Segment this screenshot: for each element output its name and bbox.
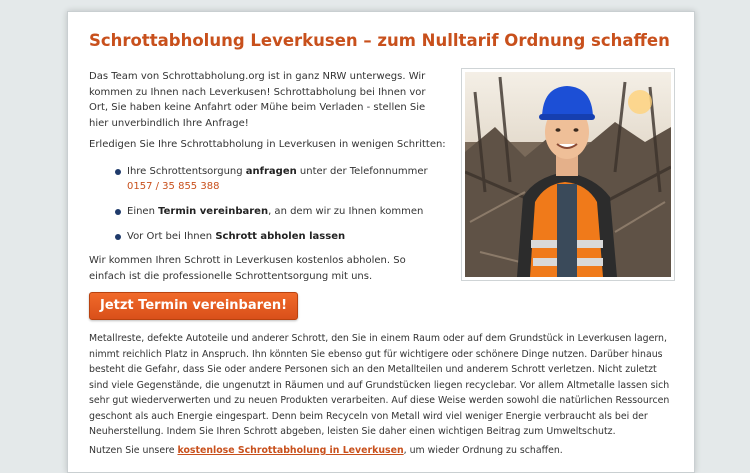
- appointment-button[interactable]: Jetzt Termin vereinbaren!: [89, 292, 298, 320]
- step-text: Vor Ort bei Ihnen: [127, 231, 216, 242]
- last-line-text: Nutzen Sie unsere: [89, 445, 178, 456]
- list-item: [89, 204, 439, 219]
- intro-paragraph: Das Team von Schrottabholung.org ist in ganz NRW unterwegs. Wir kommen zu Ihnen nach Leverkusen! Schrottabholung bei Ihnen vor Ort, Sie haben keine Anfahrt oder Mühe beim Verladen - stellen Sie hier unverbindlich Ihre Anfrage!: [89, 71, 426, 129]
- content-card: [67, 11, 695, 473]
- step-bold: Termin vereinbaren: [158, 206, 269, 217]
- list-item: [89, 164, 439, 194]
- body-paragraph: Metallreste, defekte Autoteile und anderer Schrott, den Sie in einem Raum oder auf dem Grundstück in Leverkusen lagern, nimmt reichlich Platz in Anspruch. Ihn könnten Sie ebenso gut für wichtigere oder schönere Dinge nutzen. Darüber hinaus besteht die Gefahr, dass Sie oder andere Personen sich an den Metallteilen und anderem Schrott verletzen. Nicht zuletzt sind viele Gegenstände, die ungenutzt in Räumen und auf Grundstücken liegen recyclebar. Vor allem Altmetalle lassen sich sehr gut wiederverwerten und zu neuen Produkten verarbeiten. Auf diese Weise werden sowohl die natürlichen Ressourcen geschont als auch Energie eingespart. Denn beim Recyceln von Metall wird viel weniger Energie verbraucht als bei der Neuherstellung. Indem Sie Ihren Schrott abgeben, leisten Sie daher einen wichtigen Beitrag zum Umweltschutz.: [89, 333, 670, 437]
- worker-photo: [461, 68, 675, 281]
- step-text: unter der Telefonnummer: [296, 166, 428, 177]
- steps-list: [89, 164, 439, 254]
- steps-heading: Erledigen Sie Ihre Schrottabholung in Leverkusen in wenigen Schritten:: [89, 139, 446, 150]
- last-line-text: , um wieder Ordnung zu schaffen.: [403, 445, 563, 456]
- step-text: Ihre Schrottentsorgung: [127, 166, 246, 177]
- step-bold: anfragen: [245, 166, 297, 177]
- last-paragraph: [89, 443, 679, 459]
- free-pickup-link[interactable]: kostenlose Schrottabholung in Leverkusen: [177, 445, 404, 456]
- worker-image-icon: [465, 72, 671, 277]
- list-item: [89, 229, 439, 244]
- outro-paragraph: Wir kommen Ihren Schrott in Leverkusen kostenlos abholen. So einfach ist die professionelle Schrottentsorgung mit uns.: [89, 255, 406, 282]
- page-title: Schrottabholung Leverkusen – zum Nulltarif Ordnung schaffen: [89, 31, 670, 50]
- step-bold: Schrott abholen lassen: [215, 231, 346, 242]
- step-text: , an dem wir zu Ihnen kommen: [268, 206, 424, 217]
- step-text: Einen: [127, 206, 159, 217]
- phone-number[interactable]: 0157 / 35 855 388: [127, 181, 220, 192]
